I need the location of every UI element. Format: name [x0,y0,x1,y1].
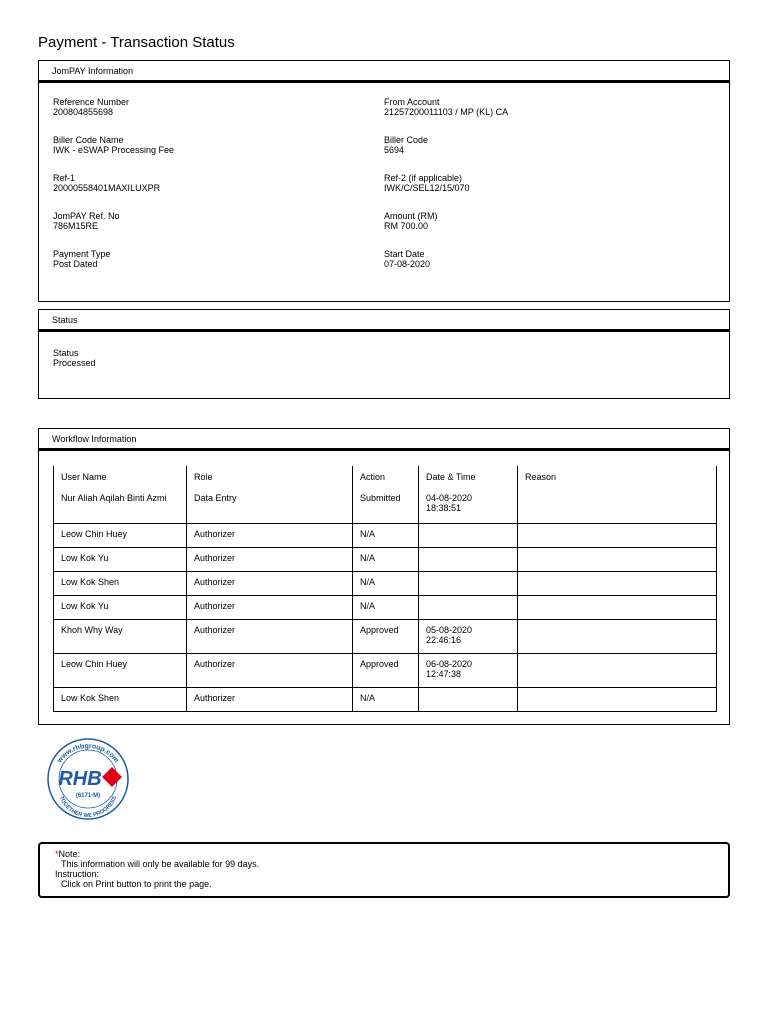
cell-time: 12:47:38 [426,668,462,679]
field-ref-2: Ref-2 (if applicable) IWK/C/SEL12/15/070 [384,173,470,193]
status-label: Status [53,348,79,358]
cell-date-time [419,489,518,523]
status-field [53,348,96,368]
cell-action: Submitted [353,489,419,523]
table-row [54,653,717,687]
logo-arc-top-text: www.rhbgroup.com [56,742,120,765]
cell-role: Authorizer [187,523,353,547]
table-header-row [54,466,717,489]
field-from-account: From Account 21257200011103 / MP (KL) CA [384,97,509,117]
cell-time: 18:38:51 [426,503,462,513]
cell-role: Authorizer [187,687,353,711]
column-header-role: Role [187,466,353,489]
cell-role: Authorizer [187,619,353,653]
status-value: Processed [53,358,96,368]
note-heading [55,849,728,859]
cell-date-time [419,571,518,595]
cell-action: Approved [353,653,419,687]
cell-date-time [419,619,518,653]
cell-user-name: Leow Chin Huey [54,653,187,687]
instruction-text: Click on Print button to print the page. [61,879,212,889]
cell-action: N/A [353,687,419,711]
status-section-header: Status [39,310,729,332]
cell-user-name: Leow Chin Huey [54,523,187,547]
field-payment-type: Payment Type Post Dated [53,249,111,269]
note-asterisk: * [55,849,59,859]
cell-user-name: Low Kok Yu [54,547,187,571]
logo-rhb-text: RHB [58,768,102,790]
cell-date: 05-08-2020 [426,624,473,635]
cell-action: N/A [353,523,419,547]
cell-role: Authorizer [187,595,353,619]
cell-time: 22:46:16 [426,634,462,645]
cell-date-time [419,547,518,571]
cell-user-name: Low Kok Yu [54,595,187,619]
cell-reason [518,547,717,571]
workflow-table [53,466,717,712]
status-panel [38,309,730,399]
table-row [54,547,717,571]
cell-action: Approved [353,619,419,653]
logo-company-code: (6171-M) [75,793,101,799]
field-amount: Amount (RM) RM 700.00 [384,211,438,231]
note-label: Note: [58,849,81,859]
field-reference-number: Reference Number 200804855698 [53,97,130,117]
cell-action: N/A [353,595,419,619]
cell-reason [518,687,717,711]
table-row [54,687,717,711]
cell-reason [518,619,717,653]
field-biller-code: Biller Code 5694 [384,135,429,155]
note-box [38,842,730,898]
cell-date-time [419,523,518,547]
cell-action: N/A [353,547,419,571]
field-biller-code-name: Biller Code Name IWK - eSWAP Processing Fee [53,135,175,155]
cell-date-time [419,595,518,619]
workflow-section-header: Workflow Information [39,429,729,451]
table-row [54,523,717,547]
column-header-action: Action [353,466,419,489]
column-header-reason: Reason [518,466,717,489]
cell-action: N/A [353,571,419,595]
field-ref-1: Ref-1 20000558401MAXILUXPR [53,173,161,193]
cell-user-name: Nur Aliah Aqilah Binti Azmi [54,489,187,523]
instruction-label: Instruction: [55,869,100,879]
jompay-section-header: JomPAY Information [39,61,729,83]
cell-reason [518,595,717,619]
field-jompay-ref-no: JomPAY Ref. No 786M15RE [53,211,120,231]
logo-arc-bottom-text: TOGETHER WE PROGRESS [57,795,119,820]
table-row [54,595,717,619]
cell-role: Authorizer [187,547,353,571]
cell-reason [518,523,717,547]
cell-user-name: Low Kok Shen [54,571,187,595]
cell-date: 06-08-2020 [426,658,473,669]
cell-reason [518,489,717,523]
cell-date-time [419,687,518,711]
column-header-date-time: Date & Time [419,466,518,489]
note-text: This information will only be available for 99 days. [61,859,260,869]
rhb-logo [46,737,130,821]
jompay-information-panel [38,60,730,302]
column-header-user-name: User Name [54,466,187,489]
cell-user-name: Khoh Why Way [54,619,187,653]
cell-role: Authorizer [187,571,353,595]
cell-user-name: Low Kok Shen [54,687,187,711]
cell-reason [518,653,717,687]
page-title: Payment - Transaction Status [38,34,235,51]
cell-reason [518,571,717,595]
cell-role: Data Entry [187,489,353,523]
workflow-information-panel [38,428,730,725]
jompay-fields [53,97,719,287]
cell-date: 04-08-2020 [426,493,473,503]
table-row [54,489,717,523]
table-row [54,571,717,595]
cell-role: Authorizer [187,653,353,687]
table-row [54,619,717,653]
cell-date-time [419,653,518,687]
field-start-date: Start Date 07-08-2020 [384,249,431,269]
